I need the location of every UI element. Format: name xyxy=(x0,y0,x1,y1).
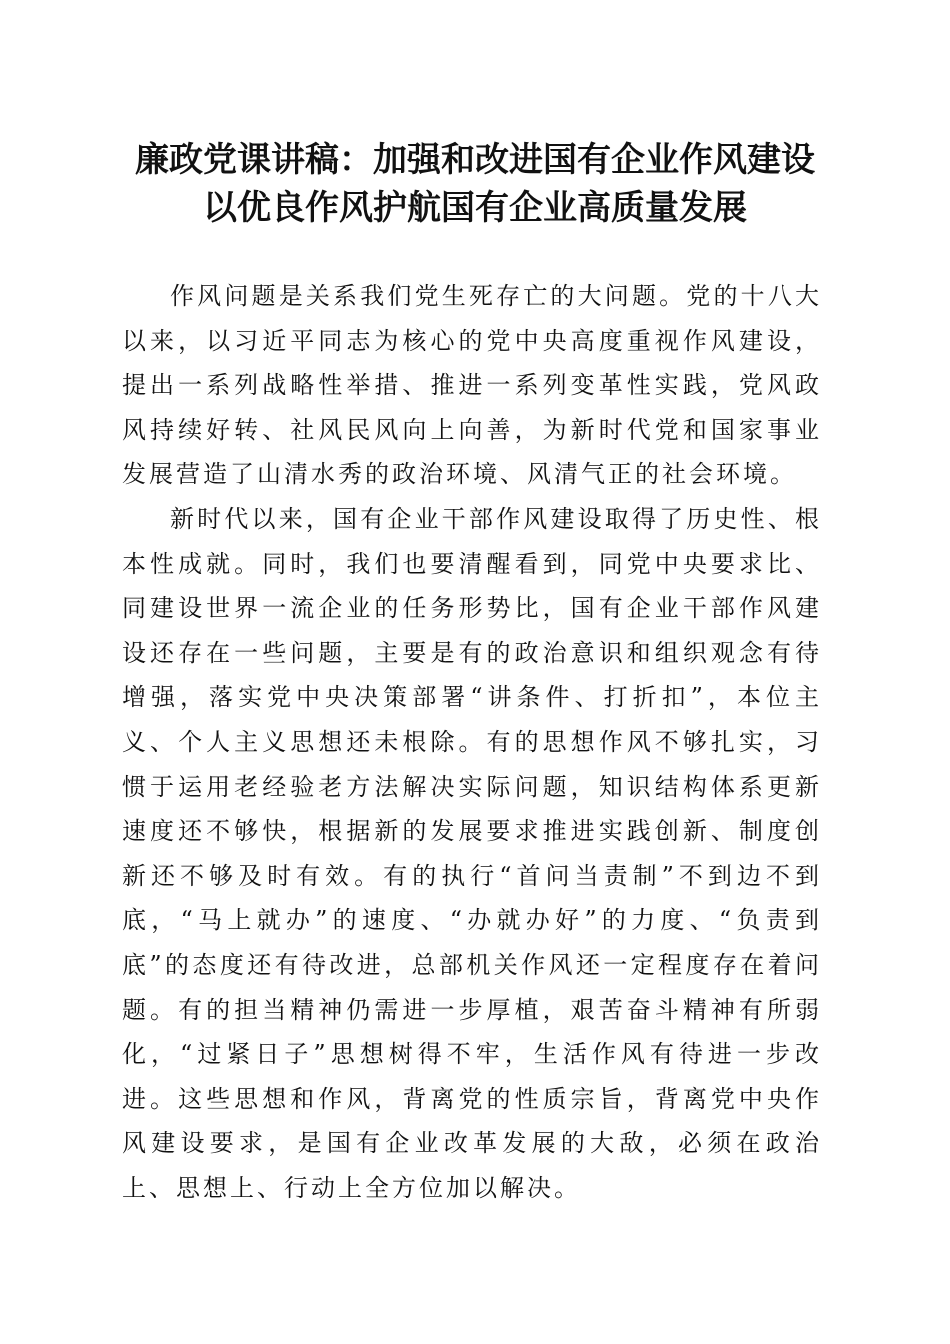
document-body xyxy=(122,274,822,1210)
title-line-1: 廉政党课讲稿：加强和改进国有企业作风建设 xyxy=(135,140,815,180)
document-title xyxy=(60,136,890,232)
paragraph-2: 新时代以来，国有企业干部作风建设取得了历史性、根本性成就。同时，我们也要清醒看到，同党中央要求比、同建设世界一流企业的任务形势比，国有企业干部作风建设还存在一些问题，主要是有的政治意识和组织观念有待增强，落实党中央决策部署“讲条件、打折扣”，本位主义、个人主义思想还未根除。有的思想作风不够扎实，习惯于运用老经验老方法解决实际问题，知识结构体系更新速度还不够快，根据新的发展要求推进实践创新、制度创新还不够及时有效。有的执行“首问当责制”不到边不到底，“马上就办”的速度、“办就办好”的力度、“负责到底”的态度还有待改进，总部机关作风还一定程度存在着问题。有的担当精神仍需进一步厚植，艰苦奋斗精神有所弱化，“过紧日子”思想树得不牢，生活作风有待进一步改进。这些思想和作风，背离党的性质宗旨，背离党中央作风建设要求，是国有企业改革发展的大敌，必须在政治上、思想上、行动上全方位加以解决。 xyxy=(122,504,822,1202)
paragraph-1: 作风问题是关系我们党生死存亡的大问题。党的十八大以来，以习近平同志为核心的党中央高度重视作风建设，提出一系列战略性举措、推进一系列变革性实践，党风政风持续好转、社风民风向上向善，为新时代党和国家事业发展营造了山清水秀的政治环境、风清气正的社会环境。 xyxy=(122,282,822,489)
title-line-2: 以优良作风护航国有企业高质量发展 xyxy=(203,188,747,228)
